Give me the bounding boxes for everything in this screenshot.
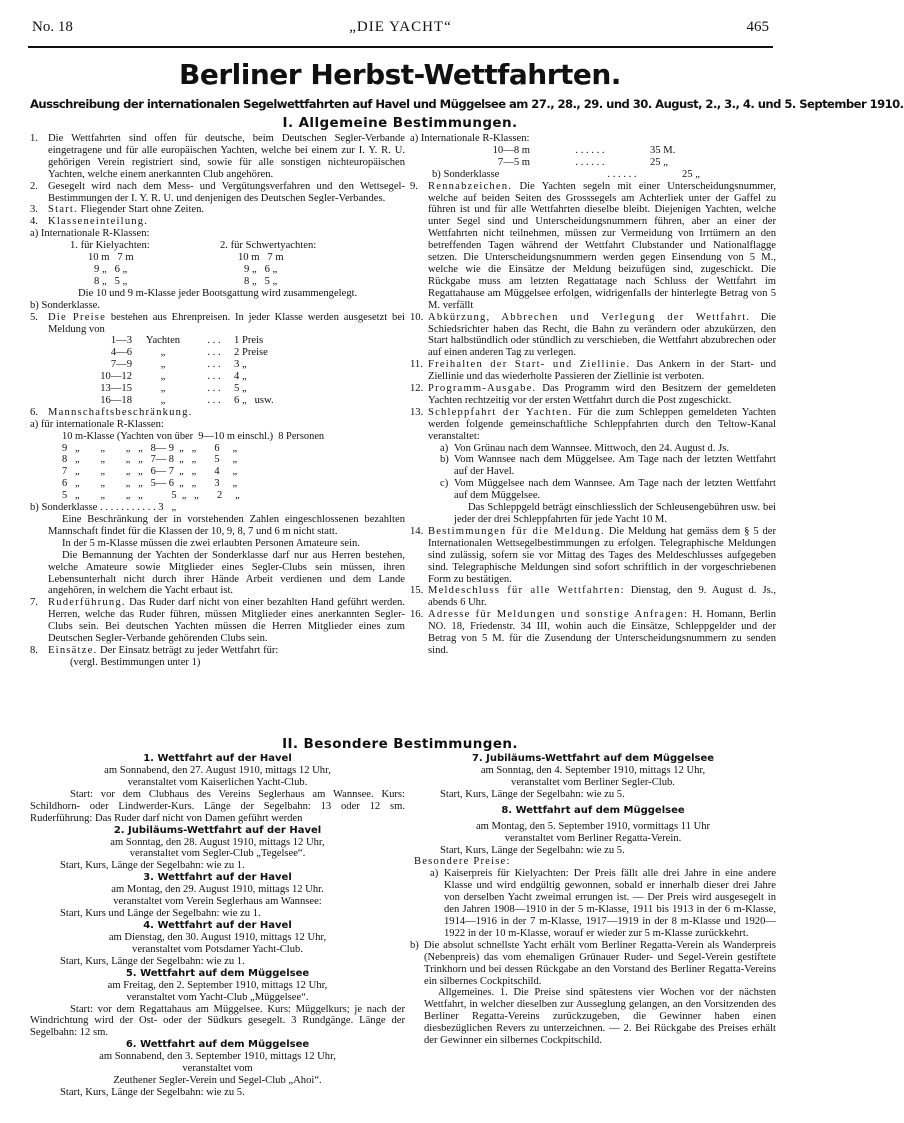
race-2-date: am Sonntag, den 28. August 1910, mittags 12 Uhr, — [110, 836, 325, 848]
race-2-heading: 2. Jubiläums-Wettfahrt auf der Havel — [113, 824, 322, 836]
special-prizes-heading: Besondere Preise: — [414, 856, 511, 868]
prize-b: b) Die absolut schnellste Yacht erhält vom Berliner Regatta-Verein als Wanderpreis (Nebenpreis) das vom ehemaligen Grünauer Ruder- und Segel-Verein gestiftete Trinkhorn und bei dessen Rückgabe an den Vorstand des Berliner Regatta-Vereins ein silbernes Cockpitschild. — [410, 939, 776, 987]
race-6-heading: 6. Wettfahrt auf dem Müggelsee — [125, 1039, 310, 1051]
prize-cell: 10—12 — [100, 371, 132, 383]
prize-cell: „ — [160, 347, 166, 359]
rule-5: 5. Die Preise bestehen aus Ehrenpreisen. In jeder Klasse werden ausgesetzt bei Meldung von — [30, 311, 405, 335]
keel-yachts-label: 1. für Kielyachten: — [70, 240, 150, 252]
race-1-organizer: veranstaltet vom Kaiserlichen Yacht-Club. — [127, 776, 308, 788]
prize-cell: 1 Preis — [234, 335, 264, 347]
prize-a: a) Kaiserpreis für Kielyachten: Der Preis fällt alle drei Jahre in eine andere Klasse und wird endgültig gewonnen, sobald er innerhalb dieser drei Jahre von derselben Yacht zweimal errungen ist. — Der Preis wird ausgesegelt in den Jahren 1908—1910 in der 5 m-Klasse, 1911 bis 1913 in der 6 m-Klasse, 1914—1916 in der 7 m-Klasse, 1917—1919 in der 8 m-Klasse und 1920—1922 in der 10 m-Klasse, worauf er wieder zur 5 m-Klasse zurückkehrt. — [430, 868, 776, 939]
race-5-organizer: veranstaltet vom Yacht-Club „Müggelsee“. — [126, 991, 309, 1003]
page-number: 465 — [746, 19, 769, 35]
crew-row: 6 „ „ „ „ 5— 6 „ „ 3 „ — [62, 478, 238, 490]
prize-cell: 13—15 — [100, 383, 132, 395]
section-heading-special: II. Besondere Bestimmungen. — [282, 736, 518, 752]
race-2-organizer: veranstaltet vom Segler-Club „Tegelsee“. — [129, 848, 306, 860]
prize-row — [88, 383, 405, 395]
centerboard-yachts-label: 2. für Schwertyachten: — [220, 240, 317, 252]
rule-3: 3. Start. Fliegender Start ohne Zeiten. — [30, 204, 205, 216]
rule-1: 1. Die Wettfahrten sind offen für deutsche, beim Deutschen Segler-Verbande eingetragene und für alle europäischen Yachten, welche bei einem zur I. Y. R. U. gehörigen Verein registriert sind, sowie für alle sonstigen nichteuropäischen Yachten, welche einem anerkannten Club angehören. — [30, 133, 405, 180]
race-3-organizer: veranstaltet vom Verein Seglerhaus am Wannsee: — [113, 896, 322, 908]
general-rules-right-column — [410, 133, 776, 657]
journal-name: „DIE YACHT“ — [349, 19, 452, 35]
fee-cell: 25 „ — [682, 168, 700, 180]
centerboard-row: 9 „ 6 „ — [244, 263, 278, 275]
races-left-column — [30, 753, 405, 1099]
prize-cell: 5 „ — [234, 383, 247, 395]
race-7-details: Start, Kurs, Länge der Segelbahn: wie zu 5. — [440, 788, 625, 800]
race-4-details: Start, Kurs, Länge der Segelbahn: wie zu 1. — [60, 955, 245, 967]
rule-7: 7. Ruderführung. Das Ruder darf nicht von einer bezahlten Hand geführt werden. Herren, welche das Ruder führen, müssen Mitglieder eines anerkannten Segler-Clubs sein. Bei deutschen Yachten müssen die Herren Mitglieder eines zum Deutschen Segler-Verbande gehörenden Clubs sein. — [30, 597, 405, 645]
fees-a: a) Internationale R-Klassen: — [410, 133, 530, 144]
running-header — [28, 12, 773, 48]
prize-cell: . . . — [207, 347, 221, 359]
race-6-organizer: veranstaltet vom — [182, 1063, 253, 1075]
centerboard-row: 8 „ 5 „ — [244, 275, 278, 287]
race-7-heading: 7. Jubiläums-Wettfahrt auf dem Müggelsee — [471, 753, 715, 764]
rule-6-b: b) Sonderklasse . . . . . . . . . . . 3 „ — [30, 502, 177, 514]
race-8-organizer: veranstaltet vom Berliner Regatta-Verein. — [504, 832, 682, 844]
crew-row: 9 „ „ „ „ 8— 9 „ „ 6 „ — [62, 442, 238, 454]
prize-row — [88, 395, 405, 407]
race-3-date: am Montag, den 29. August 1910, mittags 12 Uhr. — [111, 884, 324, 896]
fee-row — [410, 157, 776, 169]
class-table — [70, 240, 405, 288]
race-8-details: Start, Kurs, Länge der Segelbahn: wie zu 5. — [440, 844, 625, 856]
crew-row: 8 „ „ „ „ 7— 8 „ „ 5 „ — [62, 454, 238, 466]
race-8-date: am Montag, den 5. September 1910, vormittags 11 Uhr — [475, 820, 711, 832]
rule-4-b: b) Sonderklasse. — [30, 299, 101, 311]
prize-cell: „ — [160, 394, 166, 406]
race-4-organizer: veranstaltet vom Potsdamer Yacht-Club. — [132, 943, 303, 955]
keel-row: 9 „ 6 „ — [94, 263, 128, 275]
race-3-heading: 3. Wettfahrt auf der Havel — [143, 872, 292, 884]
fee-cell: . . . . . . — [575, 144, 605, 156]
rule-8: 8. Einsätze. Der Einsatz beträgt zu jeder Wettfahrt für: — [30, 644, 279, 656]
tow-b: b) Vom Wannsee nach dem Müggelsee. Am Tage nach der letzten Wettfahrt auf der Havel. — [440, 454, 776, 478]
rule-4-a: a) Internationale R-Klassen: — [30, 228, 150, 240]
race-4-date: am Dienstag, den 30. August 1910, mittags 12 Uhr, — [108, 931, 327, 943]
prize-row — [88, 359, 405, 371]
race-7-date: am Sonntag, den 4. September 1910, mittags 12 Uhr, — [480, 765, 706, 776]
centerboard-row: 10 m 7 m — [238, 252, 284, 264]
race-5-date: am Freitag, den 2. September 1910, mittags 12 Uhr, — [107, 979, 328, 991]
article-title: Berliner Herbst-Wettfahrten. — [179, 58, 621, 91]
prize-cell: „ — [160, 359, 166, 371]
rule-2: 2. Gesegelt wird nach dem Mess- und Vergütungsverfahren und den Wettsegel-Bestimmungen der I. Y. R. U. und denjenigen des Deutschen Segler-Verbandes. — [30, 180, 405, 204]
race-5-details: Start: vor dem Regattahaus am Müggelsee. Kurs: Müggelkurs; je nach der Windrichtung wird der Ost- oder der Südkurs gesegelt. 3 Rundgänge. Länge der Segelbahn: 12 sm. — [30, 1003, 405, 1039]
rule-6: 6. Mannschaftsbeschränkung. — [30, 406, 193, 418]
race-6-clubs: Zeuthener Segler-Verein und Segel-Club „Ahoi“. — [113, 1075, 322, 1087]
fee-cell: 35 M. — [650, 144, 676, 156]
general-rules-left-column — [30, 133, 405, 669]
fee-cell: . . . . . . — [607, 168, 637, 180]
race-4-heading: 4. Wettfahrt auf der Havel — [143, 919, 292, 931]
prize-cell: . . . — [207, 383, 221, 395]
rule-14: 14. Bestimmungen für die Meldung. Die Meldung hat gemäss dem § 5 der Internationalen Wettsegelbestimmungen zu erfolgen. Telegraphische Meldungen sind zulässig, sofern sie vor Mittag des Tages des Meldeschlusses aufgegeben sind. Telegraphische Meldungen sind sofort schriftlich in der vorgeschriebenen Form zu bestätigen. — [410, 525, 777, 585]
prize-cell: 2 Preise — [234, 347, 268, 359]
fee-cell: 7—5 m — [497, 156, 530, 168]
rule-16: 16. Adresse für Meldungen und sonstige Anfragen: H. Homann, Berlin NO. 18, Friedenstr. 34 III, wohin auch die Einsätze, Schleppgelder und der Betrag von 5 M. für die Zusendung der Unterscheidungsnummern zu senden sind. — [410, 609, 776, 656]
prize-row — [88, 347, 405, 359]
fee-cell: b) Sonderklasse — [432, 168, 500, 180]
prize-cell: 1—3 — [110, 335, 132, 347]
crew-row: 5 „ „ „ „ 5 „ „ 2 „ — [62, 490, 240, 502]
section-heading-general: I. Allgemeine Bestimmungen. — [282, 115, 518, 131]
prize-cell: Yachten — [145, 335, 181, 347]
rule-13: 13. Schleppfahrt der Yachten. Für die zum Schleppen gemeldeten Yachten werden folgende gemeinschaftliche Schleppfahrten durch den Teltow-Kanal veranstaltet: — [410, 406, 776, 442]
fee-row — [410, 169, 776, 181]
prize-cell: 6 „ usw. — [234, 394, 274, 406]
rule-9: 9. Rennabzeichen. Die Yachten segeln mit einer Unterscheidungsnummer, welche auf beiden Seiten des Grosssegels am Achterliek unter der Gaffel zu führen ist und für alle Wettfahrten dieselbe bleibt. Diejenigen Yachten, welche unter Segel sind und Unterscheidungsnummern führen, aber an einer der Wettfahrten nicht teilnehmen, müssen zur Vermeidung von Irrtümern an den betreffenden Tagen während der Wettfahrt Clubstander und Nationalflagge setzen. Die Unterscheidungsnummern werden gegen Einsendung von 5 M., welche wie die Einsätze der Meldung beizufügen sind, zugeschickt. Die Rückgabe muss am letzten Regattatage nach Schluss der Wettfahrt im Regattahause am Müggelsee erfolgen, widrigenfalls der hinterlegte Betrag von 5 M. verfällt — [410, 180, 777, 311]
race-5-heading: 5. Wettfahrt auf dem Müggelsee — [125, 967, 310, 979]
prize-cell: . . . — [207, 394, 221, 406]
race-1-date: am Sonnabend, den 27. August 1910, mittags 12 Uhr, — [104, 765, 331, 776]
races-right-column — [410, 753, 776, 1047]
tow-a: a) Von Grünau nach dem Wannsee. Mittwoch, den 24. August d. Js. — [440, 442, 730, 454]
race-8-heading: 8. Wettfahrt auf dem Müggelsee — [501, 804, 685, 816]
rule-6-paragraph: Die Bemannung der Yachten der Sonderklasse darf nur aus Herren bestehen, welche Amateure sowie Mitglieder eines Segler-Clubs sein müssen, ihren Lebensunterhalt nicht durch ihrer Hände Arbeit verdienen und dem Lande angehören, in welchem die Yacht erbaut ist. — [48, 549, 405, 597]
prize-cell: „ — [160, 371, 166, 383]
fee-cell: 25 „ — [650, 156, 668, 168]
prize-cell: 4 „ — [234, 371, 247, 383]
keel-row: 8 „ 5 „ — [94, 275, 128, 287]
rule-6-paragraph: Eine Beschränkung der in vorstehenden Zahlen eingeschlossenen bezahlten Mannschaft findet für die Klassen der 10, 9, 8, 7 und 6 m nicht statt. — [48, 514, 405, 537]
crew-row: 10 m-Klasse (Yachten von über 9—10 m einschl.) 8 Personen — [62, 430, 325, 442]
rule-4: 4. Klasseneinteilung. — [30, 216, 149, 228]
prize-cell: . . . — [207, 335, 221, 347]
race-1-details: Start: vor dem Clubhaus des Vereins Seglerhaus am Wannsee. Kurs: Schildhorn- oder Lindwerder-Kurs. Länge der Segelbahn: 13 oder 12 sm. Ruderführung: Das Ruder darf nicht von Damen geführt werden — [30, 788, 405, 824]
prize-cell: „ — [160, 383, 166, 395]
prize-cell: . . . — [207, 371, 221, 383]
rule-6-paragraph: In der 5 m-Klasse müssen die zwei erlaubten Personen Amateure sein. — [62, 537, 361, 549]
prize-row — [88, 371, 405, 383]
race-7-organizer: veranstaltet vom Berliner Segler-Club. — [511, 776, 675, 788]
prize-cell: 4—6 — [110, 347, 132, 359]
race-6-date: am Sonnabend, den 3. September 1910, mittags 12 Uhr, — [99, 1051, 336, 1063]
rule-12: 12. Programm-Ausgabe. Das Programm wird den Besitzern der gemeldeten Yachten rechtzeitig vor der ersten Wettfahrt durch die Post zugeschickt. — [410, 383, 776, 406]
rule-15: 15. Meldeschluss für alle Wettfahrten: Dienstag, den 9. August d. Js., abends 6 Uhr. — [410, 585, 777, 609]
race-6-details: Start, Kurs, Länge der Segelbahn: wie zu 5. — [60, 1086, 245, 1098]
tow-fee: Das Schleppgeld beträgt einschliesslich der Schleusengebühren usw. bei jeder der drei Schleppfahrten für jede Yacht 10 M. — [454, 502, 776, 525]
race-1-heading: 1. Wettfahrt auf der Havel — [143, 753, 292, 764]
rule-11: 11. Freihalten der Start- und Ziellinie. Das Ankern in der Start- und Ziellinie und das wiederholte Passieren der Ziellinie ist verboten. — [410, 359, 776, 383]
fee-cell: . . . . . . — [575, 156, 605, 168]
prize-cell: 16—18 — [100, 394, 132, 406]
prize-row — [88, 335, 405, 347]
rule-6-a: a) für internationale R-Klassen: — [30, 418, 164, 430]
fee-table — [410, 145, 776, 181]
prize-cell: 3 „ — [234, 359, 247, 371]
prize-cell: . . . — [207, 359, 221, 371]
fee-cell: 10—8 m — [492, 144, 530, 156]
rule-10: 10. Abkürzung, Abbrechen und Verlegung der Wettfahrt. Die Schiedsrichter haben das Recht, die Bahn zu verändern oder abzukürzen, den Start halbstündlich oder stündlich zu verschieben, die Wettfahrt abzubrechen oder auf einen anderen Tag zu verlegen. — [410, 311, 776, 359]
keel-row: 10 m 7 m — [88, 252, 134, 264]
crew-row: 7 „ „ „ „ 6— 7 „ „ 4 „ — [62, 466, 238, 478]
fee-row — [410, 145, 776, 157]
crew-table — [62, 431, 405, 502]
tow-c: c) Vom Müggelsee nach dem Wannsee. Am Tage nach der letzten Wettfahrt auf dem Müggelsee. — [440, 478, 776, 502]
class-note: Die 10 und 9 m-Klasse jeder Bootsgattung wird zusammengelegt. — [78, 287, 358, 299]
prize-table — [88, 335, 405, 406]
rule-8-note: (vergl. Bestimmungen unter 1) — [70, 656, 201, 668]
race-2-details: Start, Kurs, Länge der Segelbahn: wie zu 1. — [60, 860, 245, 872]
prize-cell: 7—9 — [110, 359, 132, 371]
prizes-general: Allgemeines. 1. Die Preise sind spätestens vier Wochen vor der nächsten Wettfahrt, in welcher dieselben zur Ausseglung gelangen, an den Vorsitzenden des Berliner Regatta-Vereins zurückzugeben, die Gewinner haben einen diesbezüglichen Revers zu unterzeichnen. — 2. Bei Rückgabe des Preises erhält der Gewinner ein silbernes Cockpitschild. — [424, 987, 776, 1047]
race-3-details: Start, Kurs und Länge der Segelbahn: wie zu 1. — [60, 908, 261, 920]
article-subtitle: Ausschreibung der internationalen Segelwettfahrten auf Havel und Müggelsee am 27., 28., 29. und 30. August, 2., 3., 4. und 5. September 1910. — [30, 97, 904, 111]
issue-number: No. 18 — [32, 19, 73, 35]
